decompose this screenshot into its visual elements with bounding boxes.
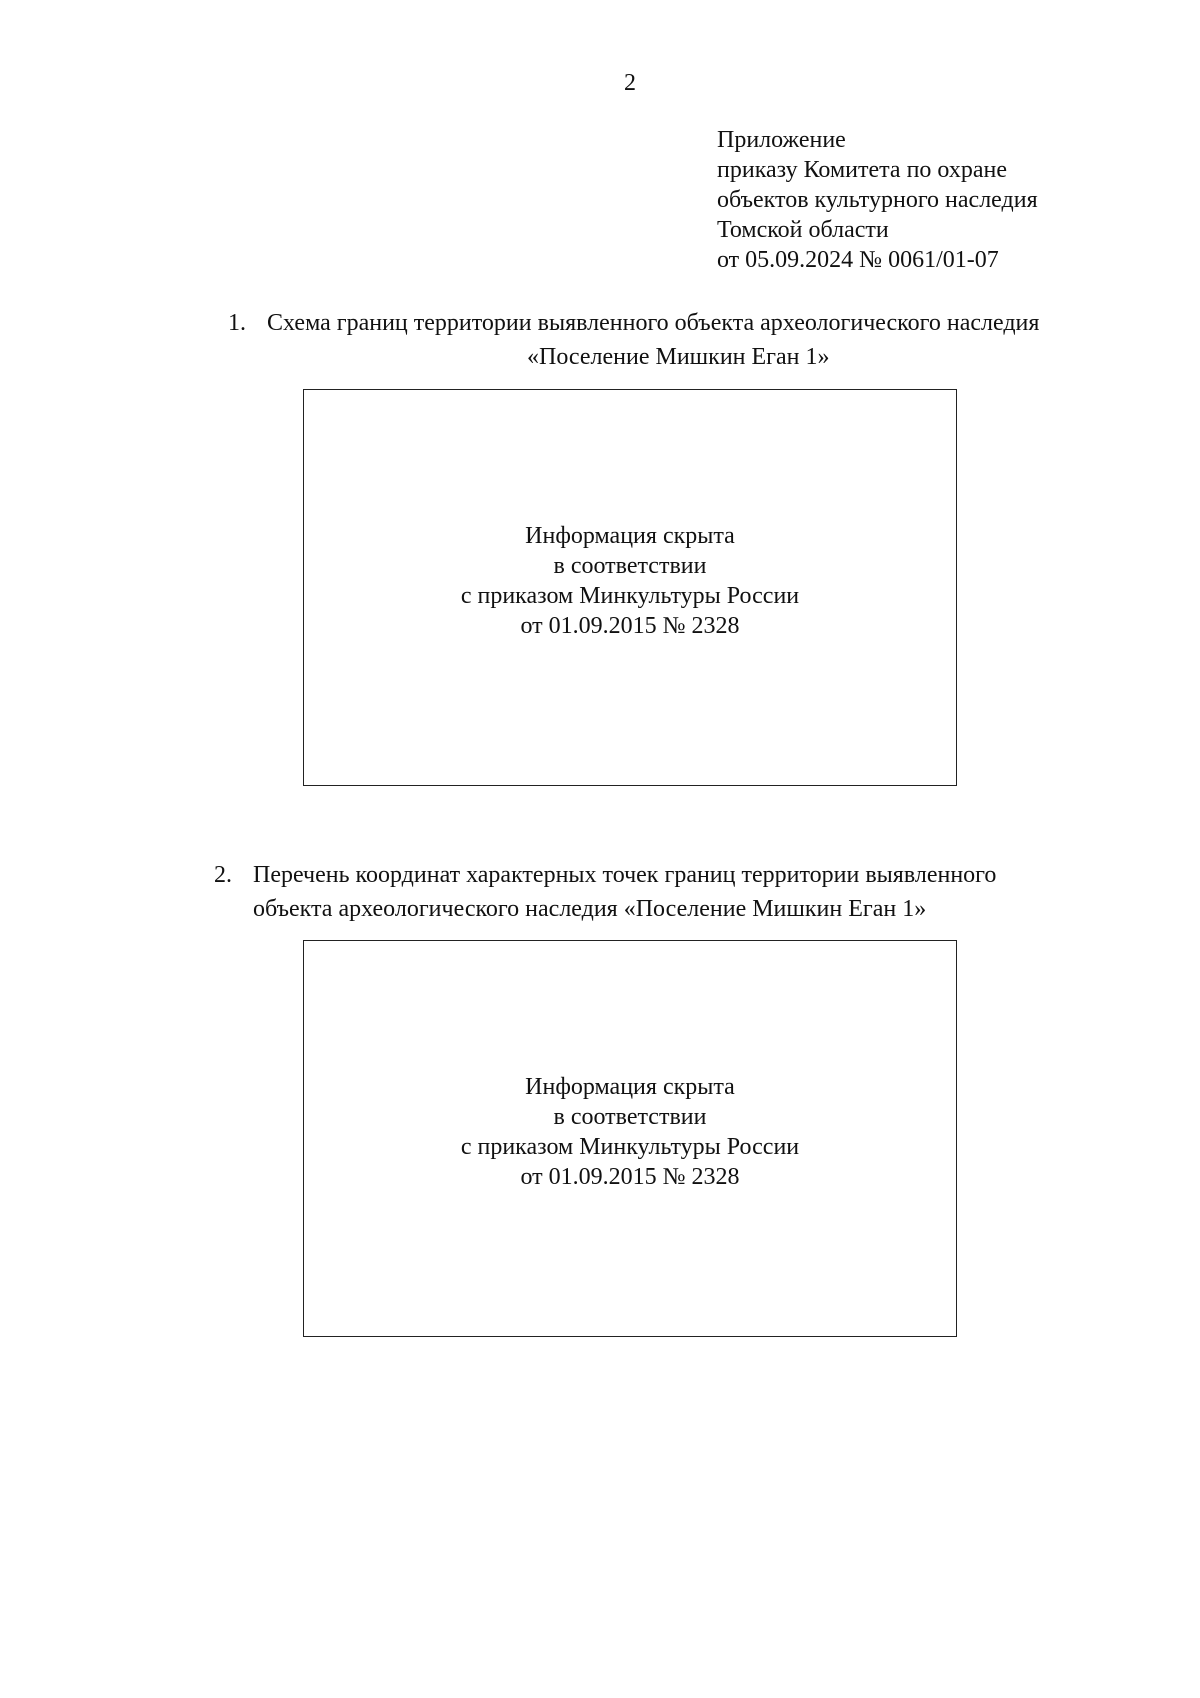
notice-line: в соответствии [553,1103,707,1130]
notice-line: Информация скрыта [525,1073,735,1100]
item-heading [214,858,996,892]
item-title-continued: «Поселение Мишкин Еган 1» [527,344,830,370]
item-boundary-scheme [228,306,1039,374]
notice-line: от 01.09.2015 № 2328 [520,612,740,639]
hidden-info-box [303,940,957,1337]
item-title-continued: объекта археологического наследия «Поселение Мишкин Еган 1» [253,896,927,922]
notice-line: с приказом Минкультуры России [460,582,800,609]
item-number: 1. [228,310,246,336]
item-number: 2. [214,862,232,888]
appendix-header [717,125,1038,275]
notice-line: с приказом Минкультуры России [460,1133,800,1160]
item-title: Схема границ территории выявленного объекта археологического наследия [267,310,1040,336]
appendix-line: Томской области [717,217,889,243]
item-heading [228,306,1039,340]
notice-line: Информация скрыта [525,522,735,549]
notice-line: в соответствии [553,552,707,579]
hidden-info-box [303,389,957,786]
hidden-info-notice [461,521,799,641]
page-number: 2 [624,70,636,96]
appendix-line: приказу Комитета по охране [717,157,1007,183]
appendix-line: объектов культурного наследия [717,187,1038,213]
appendix-line: Приложение [717,127,846,153]
appendix-date-number: от 05.09.2024 № 0061/01-07 [717,247,999,273]
item-title: Перечень координат характерных точек границ территории выявленного [253,862,997,888]
item-coordinates-list [214,858,996,926]
hidden-info-notice [461,1072,799,1192]
notice-line: от 01.09.2015 № 2328 [520,1163,740,1190]
